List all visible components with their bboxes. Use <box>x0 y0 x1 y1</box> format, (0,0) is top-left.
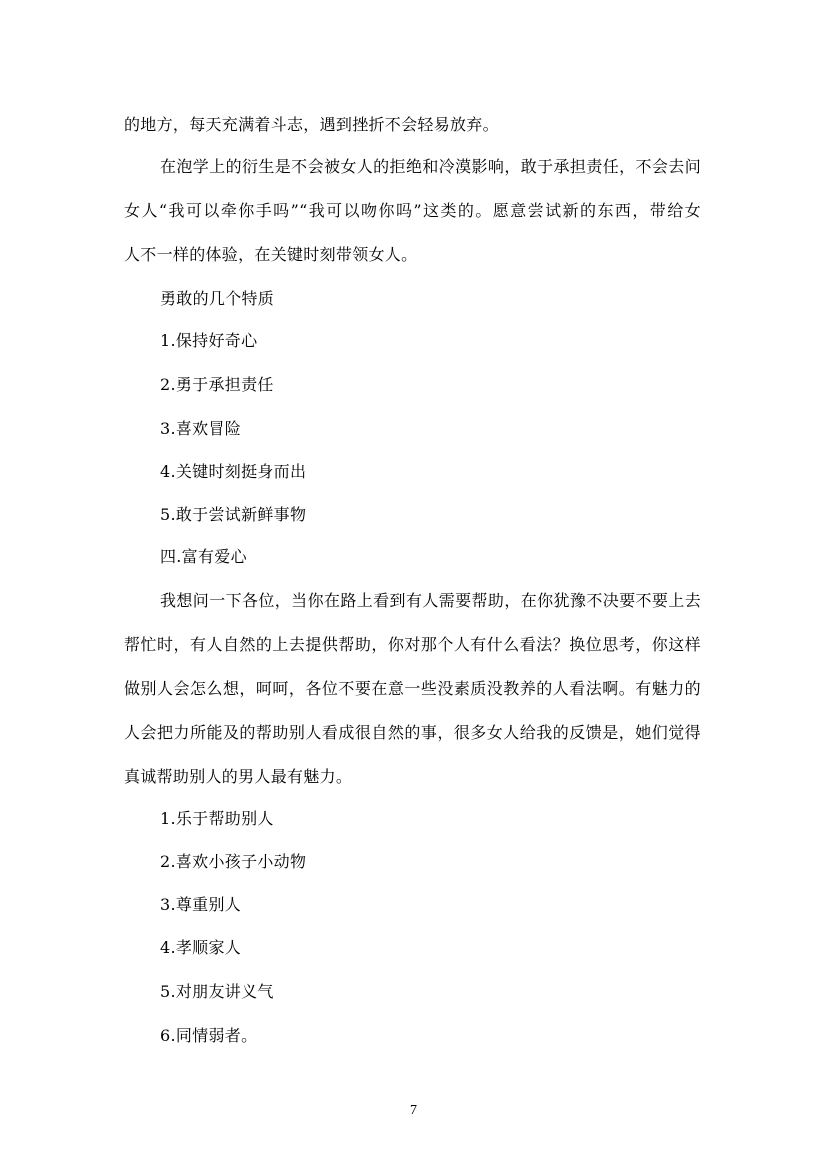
list-item-love-1: 1.乐于帮助别人 <box>160 809 274 828</box>
paragraph-love-line-4: 人会把力所能及的帮助别人看成很自然的事，很多女人给我的反馈是，她们觉得 <box>124 723 701 742</box>
paragraph-love-line-2: 帮忙时，有人自然的上去提供帮助，你对那个人有什么看法？换位思考，你这样 <box>124 635 701 654</box>
paragraph-pao-line-1: 在泡学上的衍生是不会被女人的拒绝和冷漠影响，敢于承担责任，不会去问 <box>160 157 701 176</box>
paragraph-pao-line-2: 女人“我可以牵你手吗”“我可以吻你吗”这类的。愿意尝试新的东西，带给女 <box>124 201 701 220</box>
list-item-courage-4: 4.关键时刻挺身而出 <box>160 462 307 481</box>
list-item-love-5: 5.对朋友讲义气 <box>160 982 274 1001</box>
list-item-courage-1: 1.保持好奇心 <box>160 331 258 350</box>
paragraph-pao-line-3: 人不一样的体验，在关键时刻带领女人。 <box>124 245 418 264</box>
list-item-love-3: 3.尊重别人 <box>160 895 242 914</box>
section-heading-courage-traits: 勇敢的几个特质 <box>160 289 275 308</box>
text-line-continuation: 的地方，每天充满着斗志，遇到挫折不会轻易放弃。 <box>124 115 499 134</box>
paragraph-love-line-1: 我想问一下各位，当你在路上看到有人需要帮助，在你犹豫不决要不要上去 <box>160 591 701 610</box>
list-item-love-2: 2.喜欢小孩子小动物 <box>160 852 307 871</box>
list-item-courage-3: 3.喜欢冒险 <box>160 419 242 438</box>
list-item-love-6: 6.同情弱者。 <box>160 1026 258 1045</box>
page-number: 7 <box>410 1103 417 1118</box>
section-heading-love: 四.富有爱心 <box>160 547 247 566</box>
paragraph-love-line-3: 做别人会怎么想，呵呵，各位不要在意一些没素质没教养的人看法啊。有魅力的 <box>124 679 701 698</box>
list-item-love-4: 4.孝顺家人 <box>160 938 242 957</box>
paragraph-love-line-5: 真诚帮助别人的男人最有魅力。 <box>124 767 353 786</box>
list-item-courage-5: 5.敢于尝试新鲜事物 <box>160 505 307 524</box>
list-item-courage-2: 2.勇于承担责任 <box>160 375 274 394</box>
